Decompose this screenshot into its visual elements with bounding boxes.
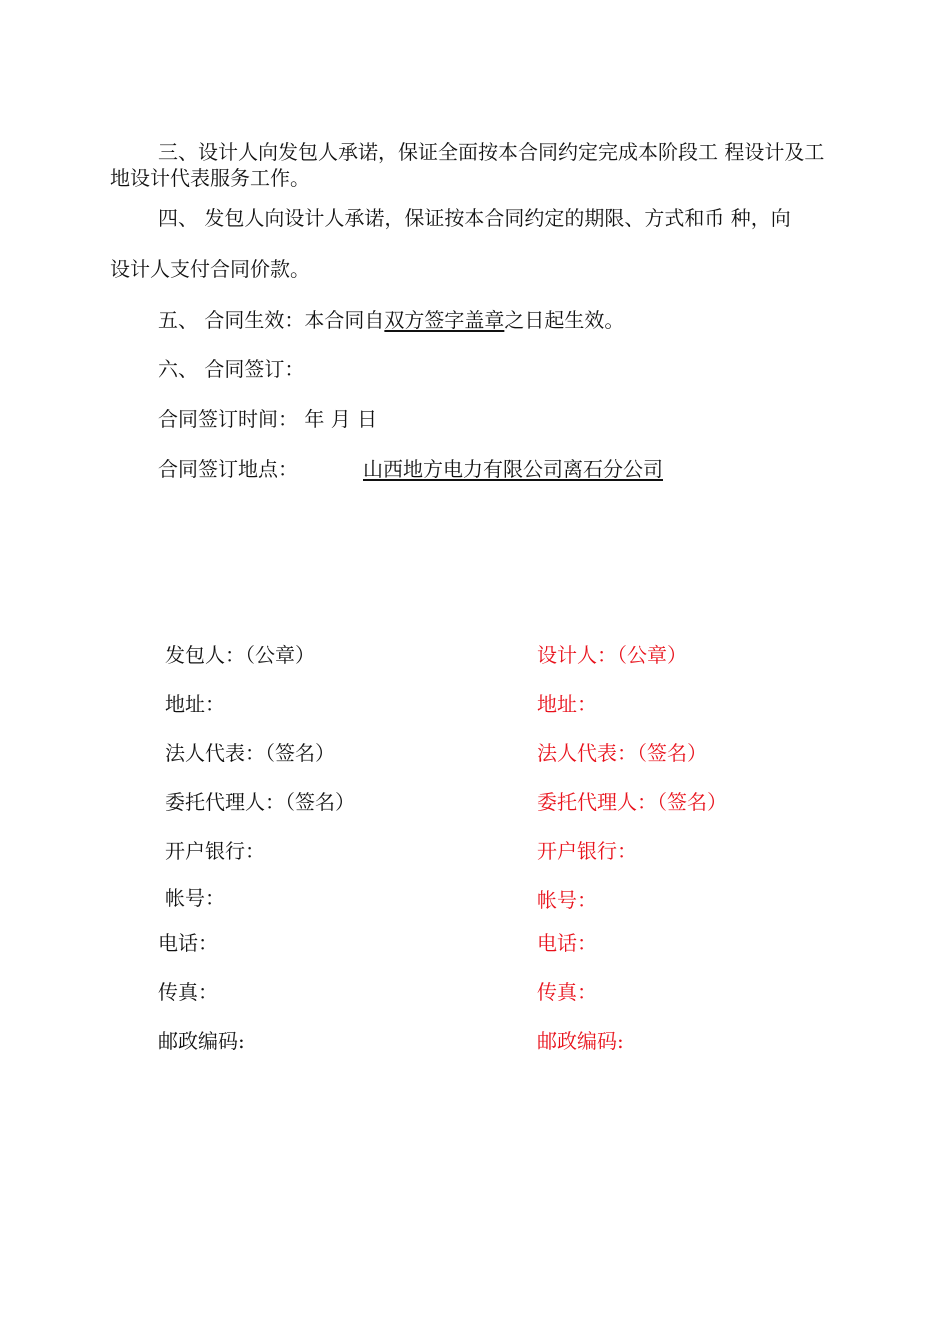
- designer-address: 地址：: [537, 692, 597, 716]
- designer-postcode: 邮政编码:: [537, 1029, 624, 1053]
- sign-place-value: 山西地方电力有限公司离石分公司: [363, 457, 663, 481]
- designer-legal-rep: 法人代表：（签名）: [537, 741, 707, 765]
- clause-6: 六、 合同签订：: [158, 357, 305, 381]
- clause-5-prefix: 五、 合同生效：本合同自: [158, 308, 385, 332]
- sign-time: 合同签订时间： 年 月 日: [158, 407, 378, 431]
- employer-fax: 传真：: [158, 980, 218, 1004]
- sign-place-label: 合同签订地点：: [158, 457, 298, 481]
- clause-4-line-1: 四、 发包人向设计人承诺，保证按本合同约定的期限、方式和币 种，向: [158, 206, 791, 230]
- designer-bank: 开户银行：: [537, 839, 637, 863]
- designer-phone: 电话：: [537, 931, 597, 955]
- clause-3: 三、设计人向发包人承诺，保证全面按本合同约定完成本阶段工 程设计及工地设计代表服务工作。: [110, 140, 825, 190]
- employer-bank: 开户银行：: [165, 839, 265, 863]
- employer-party: 发包人：（公章）: [165, 643, 315, 667]
- designer-party: 设计人：（公章）: [537, 643, 687, 667]
- designer-fax: 传真：: [537, 980, 597, 1004]
- clause-5-underlined: 双方签字盖章: [384, 308, 505, 332]
- employer-account: 帐号：: [165, 886, 225, 910]
- designer-agent: 委托代理人：（签名）: [537, 790, 727, 814]
- clause-4-line-2: 设计人支付合同价款。: [110, 257, 310, 281]
- employer-phone: 电话：: [158, 931, 218, 955]
- designer-account: 帐号：: [537, 888, 597, 912]
- employer-agent: 委托代理人：（签名）: [165, 790, 355, 814]
- employer-address: 地址：: [165, 692, 225, 716]
- employer-postcode: 邮政编码:: [158, 1029, 245, 1053]
- employer-legal-rep: 法人代表：（签名）: [165, 741, 335, 765]
- clause-5: [158, 307, 624, 333]
- clause-5-suffix: 之日起生效。: [504, 308, 625, 332]
